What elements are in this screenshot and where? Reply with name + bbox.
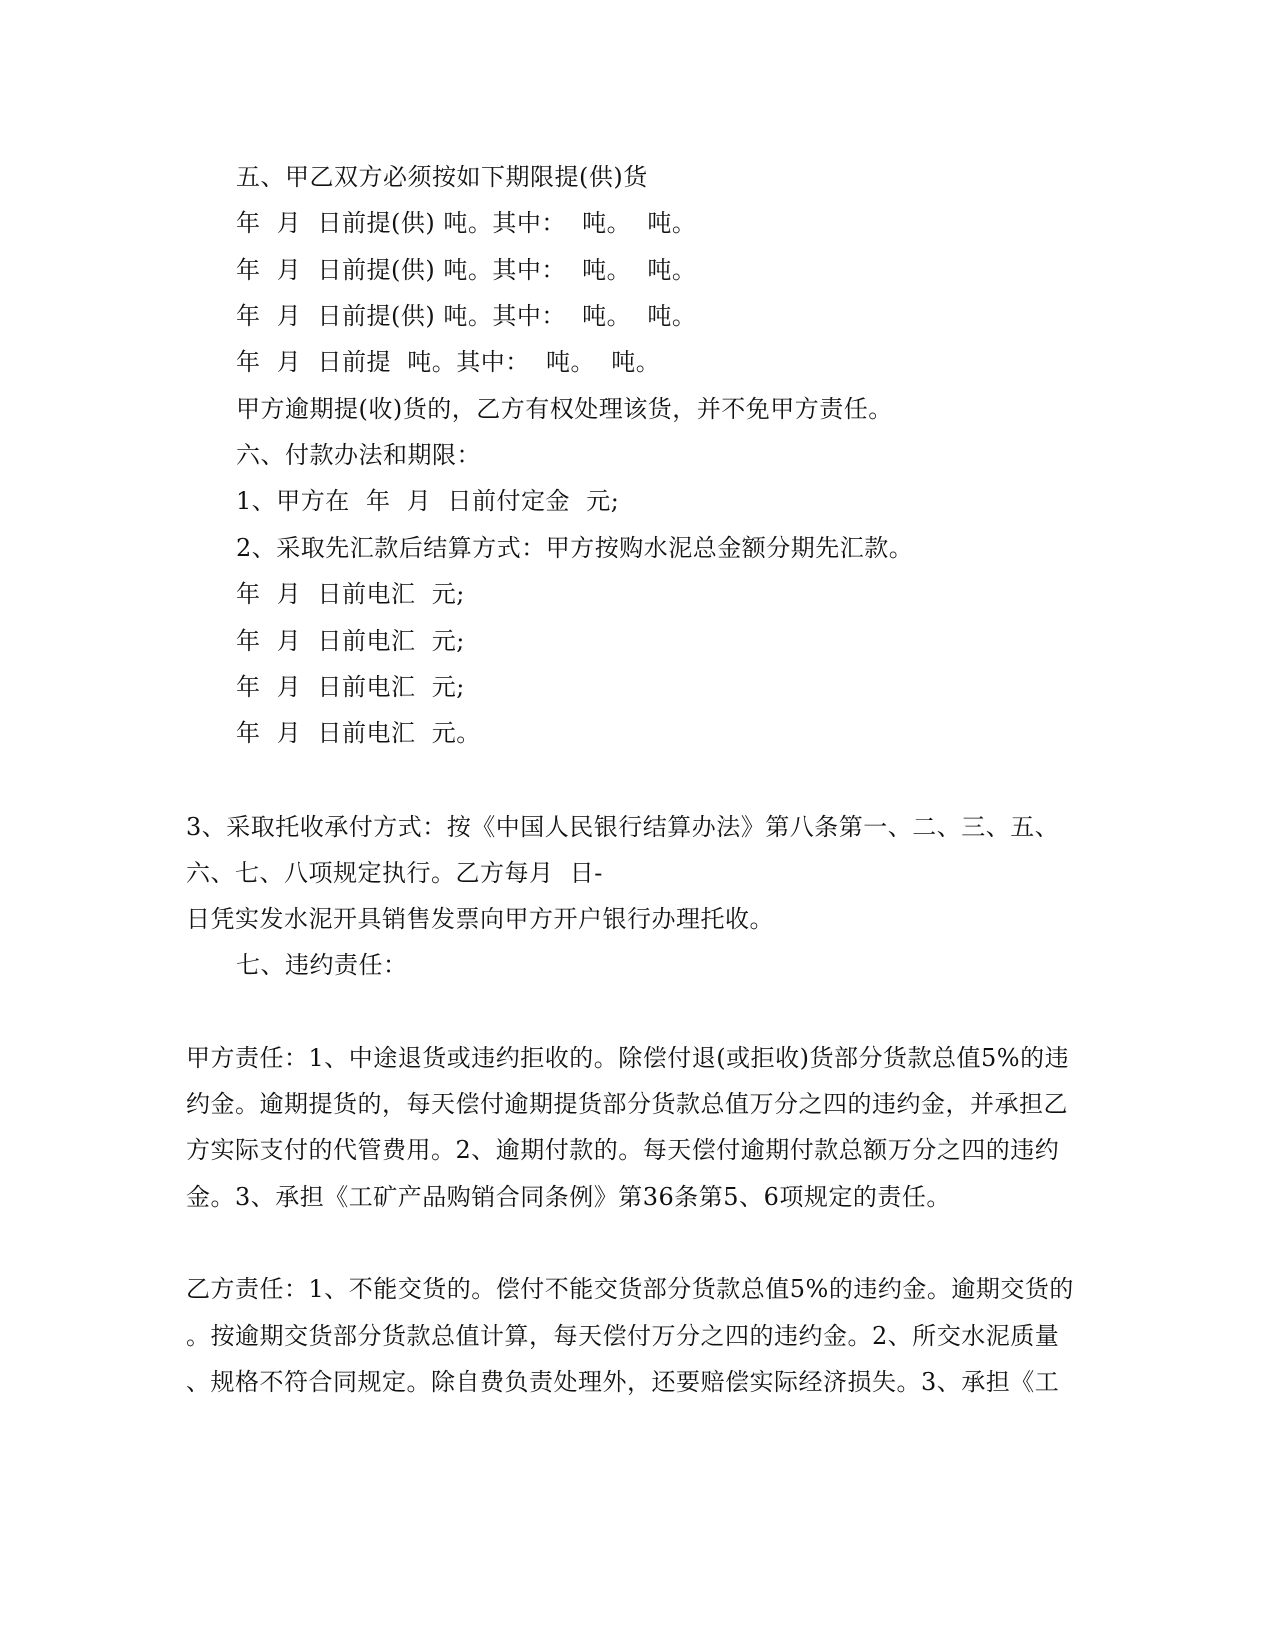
remit-row: 年 月 日前电汇 元; xyxy=(236,627,465,655)
party-b-liability-line: 乙方责任：1、不能交货的。偿付不能交货部分货款总值5%的违约金。逾期交货的 xyxy=(186,1275,1074,1303)
party-b-liability-line: 、规格不符合同规定。除自费负责处理外，还要赔偿实际经济损失。3、承担《工 xyxy=(186,1368,1060,1396)
section6-heading: 六、付款办法和期限： xyxy=(236,441,481,469)
remit-row: 年 月 日前电汇 元。 xyxy=(236,719,481,747)
remit-row: 年 月 日前电汇 元; xyxy=(236,673,465,701)
party-a-liability-line: 方实际支付的代管费用。2、逾期付款的。每天偿付逾期付款总额万分之四的违约 xyxy=(186,1136,1060,1164)
party-a-liability-line: 甲方责任：1、中途退货或违约拒收的。除偿付退(或拒收)货部分货款总值5%的违 xyxy=(186,1044,1070,1072)
party-a-liability-line: 约金。逾期提货的，每天偿付逾期提货部分货款总值万分之四的违约金，并承担乙 xyxy=(186,1090,1068,1118)
section7-heading: 七、违约责任： xyxy=(236,951,408,979)
delivery-row: 年 月 日前提 吨。其中： 吨。 吨。 xyxy=(236,348,661,376)
section5-heading: 五、甲乙双方必须按如下期限提(供)货 xyxy=(236,163,648,191)
payment-item-3-line: 日凭实发水泥开具销售发票向甲方开户银行办理托收。 xyxy=(186,905,774,933)
delivery-row: 年 月 日前提(供) 吨。其中： 吨。 吨。 xyxy=(236,256,697,284)
delivery-row: 年 月 日前提(供) 吨。其中： 吨。 吨。 xyxy=(236,209,697,237)
payment-item-2: 2、采取先汇款后结算方式：甲方按购水泥总金额分期先汇款。 xyxy=(236,534,914,562)
remit-row: 年 月 日前电汇 元; xyxy=(236,580,465,608)
payment-item-3-line: 3、采取托收承付方式：按《中国人民银行结算办法》第八条第一、二、三、五、 xyxy=(186,813,1060,841)
section5-note: 甲方逾期提(收)货的，乙方有权处理该货，并不免甲方责任。 xyxy=(236,395,893,423)
party-a-liability-line: 金。3、承担《工矿产品购销合同条例》第36条第5、6项规定的责任。 xyxy=(186,1183,951,1211)
payment-item-3-line: 六、七、八项规定执行。乙方每月 日- xyxy=(186,859,603,887)
payment-item-1: 1、甲方在 年 月 日前付定金 元; xyxy=(236,487,620,515)
delivery-row: 年 月 日前提(供) 吨。其中： 吨。 吨。 xyxy=(236,302,697,330)
party-b-liability-line: 。按逾期交货部分货款总值计算，每天偿付万分之四的违约金。2、所交水泥质量 xyxy=(186,1322,1060,1350)
